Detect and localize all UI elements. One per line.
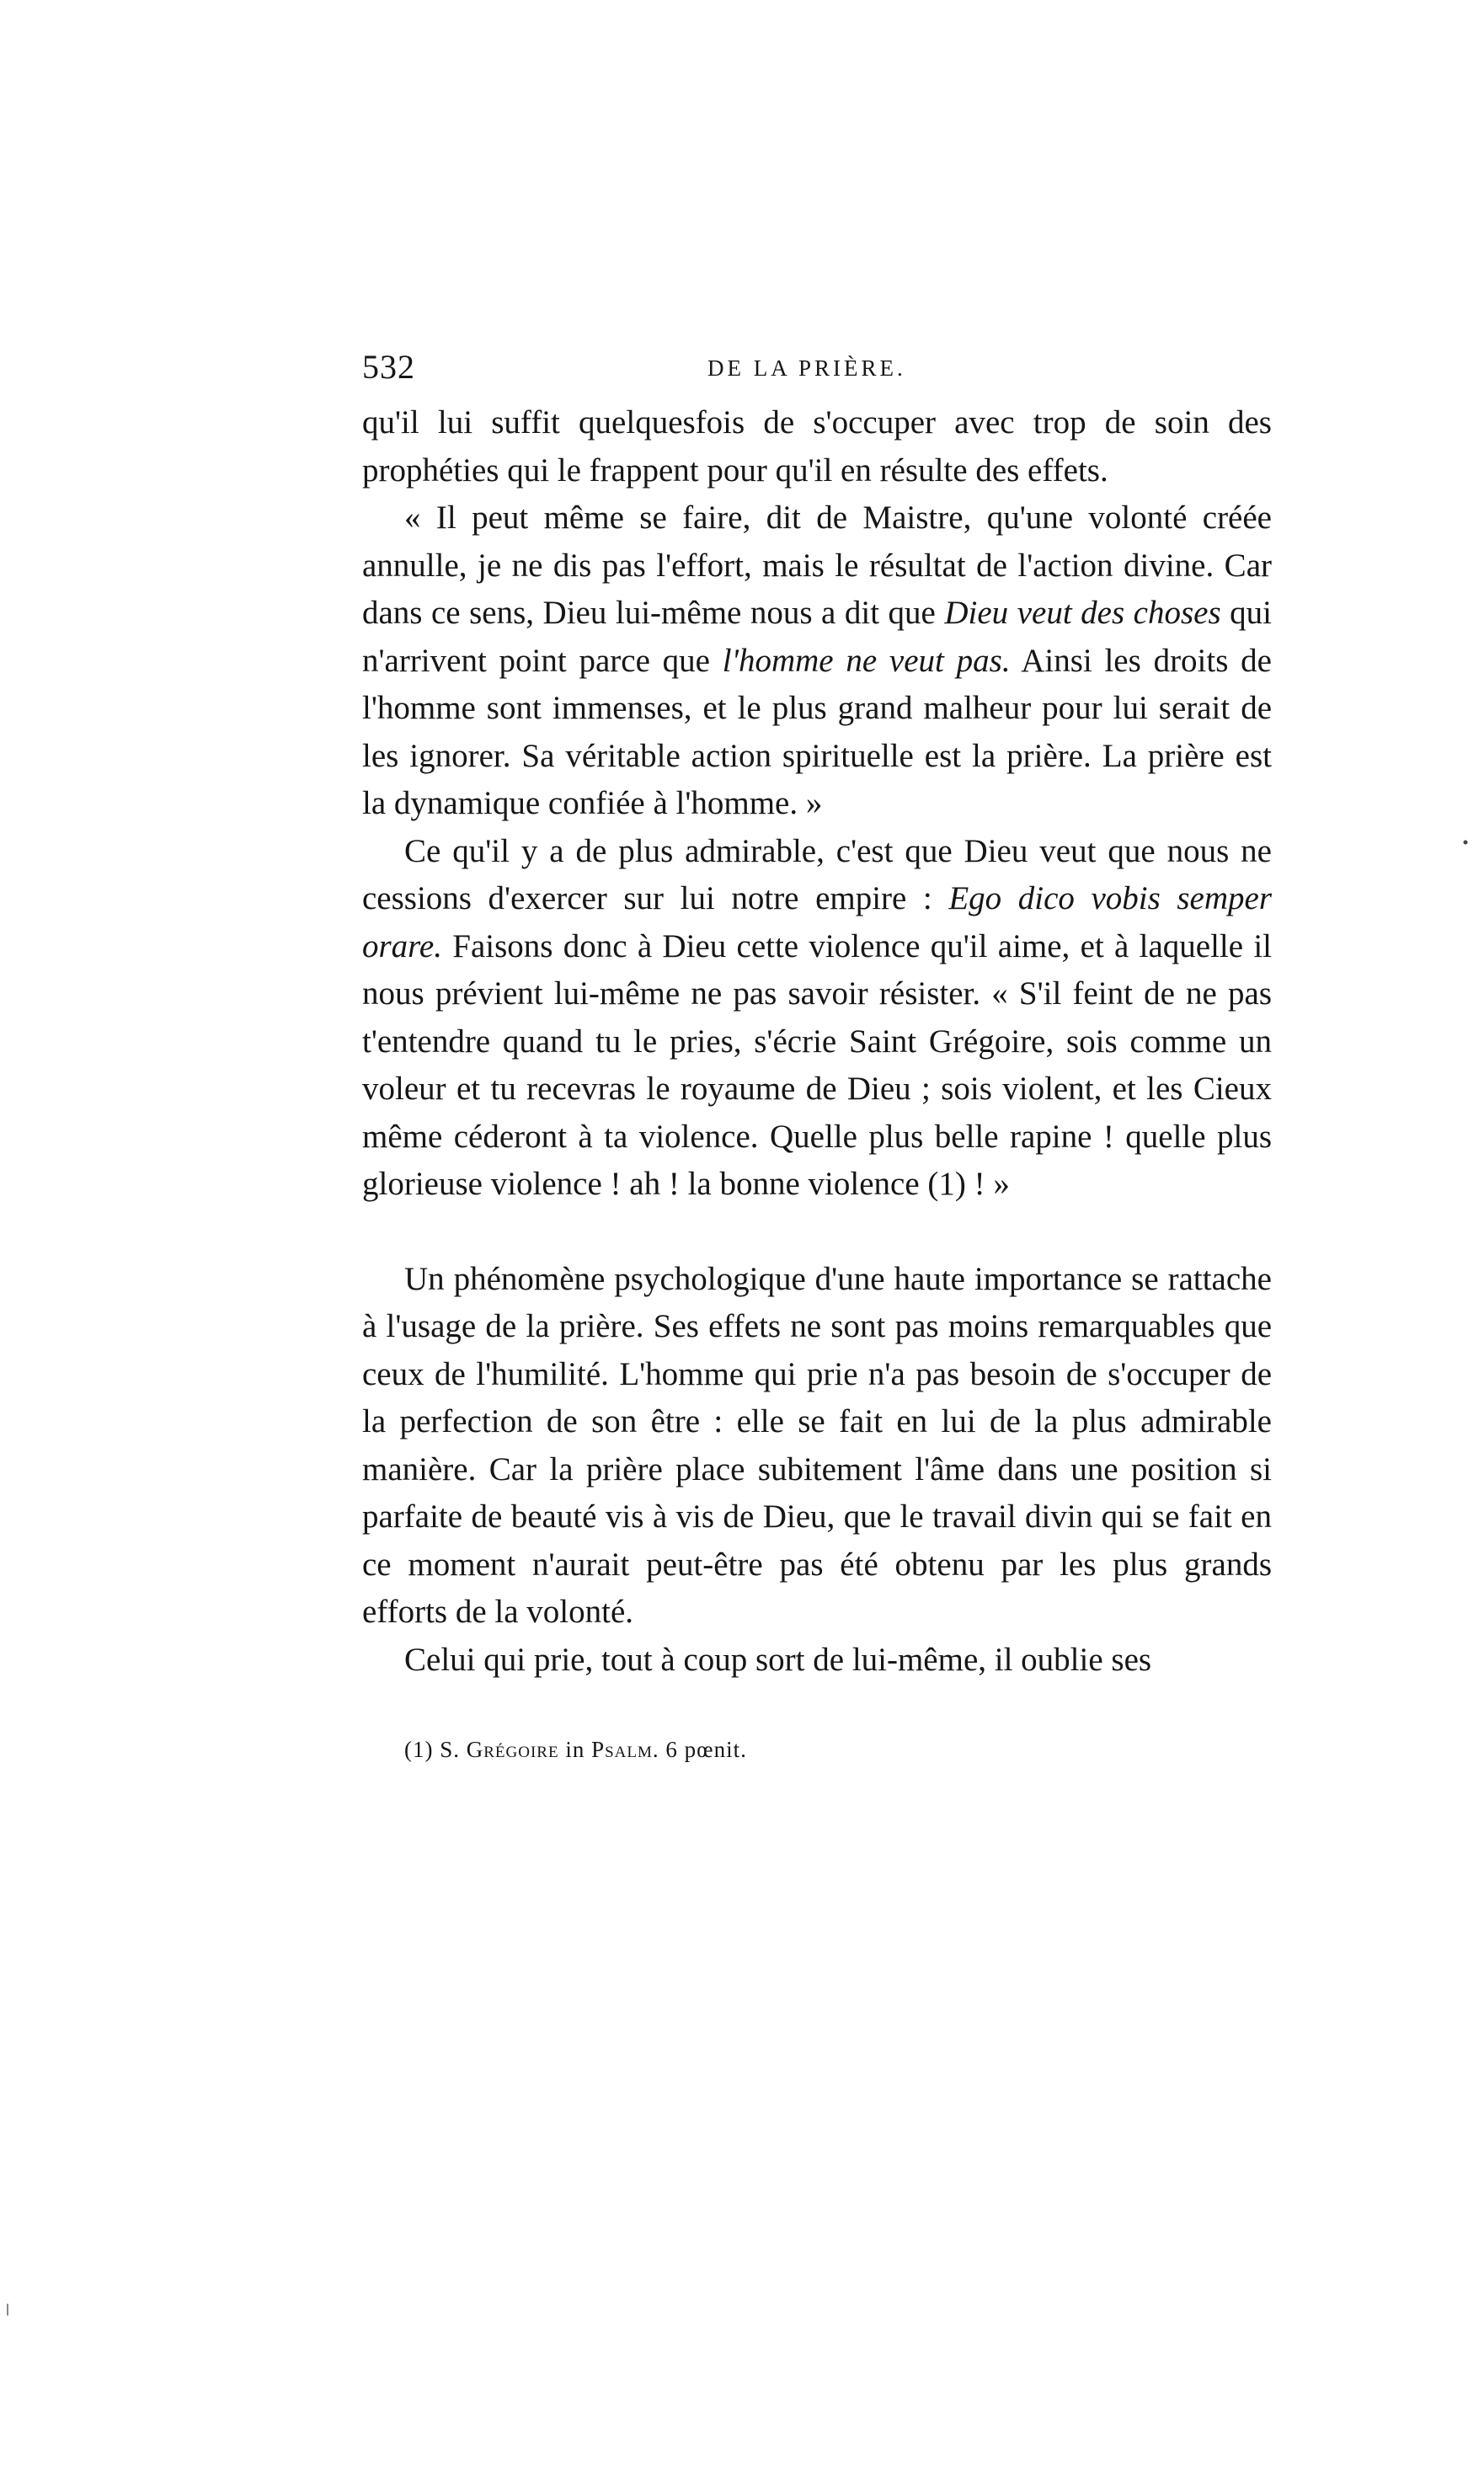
footnote-source: Psalm. — [591, 1737, 659, 1762]
italic-text: Dieu veut des choses — [944, 595, 1221, 631]
book-page — [362, 347, 1272, 1766]
paragraph — [362, 828, 1272, 1209]
footnote — [404, 1733, 1272, 1766]
running-head — [362, 347, 1272, 398]
footnote-reference: 6 pœnit. — [665, 1737, 747, 1762]
text-run: qui n'arrivent point parce que — [362, 595, 1273, 679]
italic-text: Ego dico vobis semper orare. — [362, 880, 1272, 964]
footnote-marker: (1) — [404, 1737, 434, 1762]
paragraph — [362, 1256, 1272, 1637]
text-run: Ainsi les droits de l'homme sont immenses, et le plus grand malheur pour lui serait de les ignorer. Sa véritable action spirituelle est la prière. La prière est la dynamique confiée à l'homme. » — [362, 642, 1272, 821]
body-text — [362, 399, 1272, 1684]
paragraph — [362, 1637, 1272, 1685]
text-run: « Il peut même se faire, dit de Maistre, qu'une volonté créée annulle, je ne dis pas l'effort, mais le résultat de l'action divine. Car dans ce sens, Dieu lui-même nous a dit que — [362, 499, 1272, 631]
text-run: qu'il lui suffit quelquesfois de s'occuper avec trop de soin des prophéties qui le frappent pour qu'il en résulte des effets. — [362, 404, 1272, 489]
italic-text: l'homme ne veut pas. — [722, 642, 1011, 679]
running-title: DE LA PRIÈRE. — [707, 355, 906, 381]
text-run: Celui qui prie, tout à coup sort de lui-même, il oublie ses — [404, 1641, 1152, 1678]
footnote-author: S. Grégoire — [440, 1737, 559, 1762]
paragraph — [362, 399, 1272, 494]
paragraph — [362, 494, 1272, 828]
section-break — [362, 1209, 1272, 1256]
text-run: Faisons donc à Dieu cette violence qu'il aime, et à laquelle il nous prévient lui-même ne pas savoir résister. « S'il feint de ne pas t'entendre quand tu le pries, s'écrie Saint Grégoire, sois comme un voleur et tu recevras le royaume de Dieu ; sois violent, et les Cieux même céderont à ta violence. Quelle plus belle rapine ! quelle plus glorieuse violence ! ah ! la bonne violence (1) ! » — [362, 927, 1272, 1202]
text-run: Ce qu'il y a de plus admirable, c'est que Dieu veut que nous ne cessions d'exercer sur lui notre empire : — [362, 832, 1272, 916]
text-run: Un phénomène psychologique d'une haute importance se rattache à l'usage de la prière. Ses effets ne sont pas moins remarquables que ceux de l'humilité. L'homme qui prie n'a pas besoin de s'occuper de la perfection de son être : elle se fait en lui de la plus admirable manière. Car la prière place subitement l'âme dans une position si parfaite de beauté vis à vis de Dieu, que le travail divin qui se fait en ce moment n'aurait peut-être pas été obtenu par les plus grands efforts de la volonté. — [362, 1260, 1272, 1630]
scan-speck — [1464, 841, 1468, 845]
scan-speck — [7, 2304, 8, 2315]
footnote-connector: in — [565, 1737, 585, 1762]
page-number: 532 — [362, 348, 415, 386]
